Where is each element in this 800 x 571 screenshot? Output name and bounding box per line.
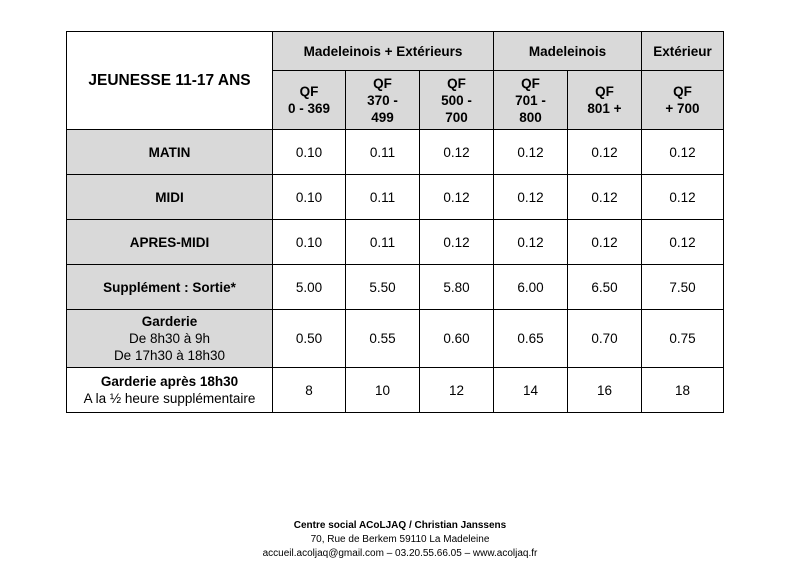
table-row-supplement-sortie [67,265,724,310]
price-cell: 0.10 [273,175,346,220]
row-label: MATIN [67,130,273,175]
price-cell: 0.12 [642,220,724,265]
table-row-garderie-apres-18h30 [67,368,724,413]
group-header-madeleinois: Madeleinois [494,32,642,71]
price-cell: 6.00 [494,265,568,310]
price-cell: 0.55 [346,310,420,368]
qf-header-3 [494,71,568,130]
qf-line: 801 + [587,101,622,116]
price-cell: 0.10 [273,220,346,265]
qf-line: QF [299,84,319,99]
qf-line: 370 - [367,92,398,108]
page-footer [0,519,800,561]
price-cell: 7.50 [642,265,724,310]
footer-contact: accueil.acoljaq@gmail.com – 03.20.55.66.05 – www.acoljaq.fr [262,548,538,559]
price-cell: 0.75 [642,310,724,368]
table-row-matin [67,130,724,175]
table-row-garderie [67,310,724,368]
row-label: MIDI [67,175,273,220]
price-cell: 5.00 [273,265,346,310]
price-cell: 10 [346,368,420,413]
price-cell: 0.12 [420,130,494,175]
price-cell: 0.12 [494,175,568,220]
price-cell: 16 [568,368,642,413]
price-cell: 0.12 [642,175,724,220]
price-cell: 12 [420,368,494,413]
table-title: JEUNESSE 11-17 ANS [67,32,273,130]
price-cell: 18 [642,368,724,413]
price-cell: 0.65 [494,310,568,368]
qf-line: 499 [371,109,394,125]
pricing-table [66,31,724,413]
qf-line: 701 - [515,92,546,108]
price-cell: 0.11 [346,130,420,175]
table-row-apres-midi [67,220,724,265]
price-cell: 0.11 [346,220,420,265]
qf-line: QF [595,84,614,99]
price-cell: 0.11 [346,175,420,220]
row-sublabel: A la ½ heure supplémentaire [83,391,256,406]
price-cell: 14 [494,368,568,413]
group-header-row [67,32,724,71]
price-cell: 0.12 [420,175,494,220]
footer-address: 70, Rue de Berkem 59110 La Madeleine [310,534,490,545]
qf-line: 700 [445,109,468,125]
row-sublabel: De 17h30 à 18h30 [113,348,226,363]
price-cell: 0.12 [568,175,642,220]
row-label: Garderie [141,314,198,329]
qf-header-2 [420,71,494,130]
qf-line: + 700 [665,101,700,116]
qf-header-0 [273,71,346,130]
qf-header-5 [642,71,724,130]
price-cell: 8 [273,368,346,413]
group-header-madeleinois-exterieurs: Madeleinois + Extérieurs [273,32,494,71]
row-sublabel: De 8h30 à 9h [128,331,211,346]
price-cell: 0.12 [568,220,642,265]
row-label-garderie [67,310,273,368]
row-label: APRES-MIDI [67,220,273,265]
price-cell: 0.12 [568,130,642,175]
price-cell: 0.12 [420,220,494,265]
row-label: Garderie après 18h30 [100,374,239,389]
price-cell: 5.50 [346,265,420,310]
price-cell: 0.60 [420,310,494,368]
qf-header-1 [346,71,420,130]
group-header-exterieur: Extérieur [642,32,724,71]
table-row-midi [67,175,724,220]
price-cell: 0.50 [273,310,346,368]
qf-line: QF [521,75,540,91]
qf-line: 500 - [441,92,472,108]
qf-line: QF [673,84,692,99]
price-cell: 6.50 [568,265,642,310]
qf-header-4 [568,71,642,130]
qf-line: QF [447,75,466,91]
price-cell: 0.12 [494,220,568,265]
qf-line: 0 - 369 [287,101,331,116]
price-cell: 5.80 [420,265,494,310]
price-cell: 0.12 [494,130,568,175]
footer-organization: Centre social ACoLJAQ / Christian Janssens [293,520,507,531]
row-label: Supplément : Sortie* [67,265,273,310]
row-label-garderie-apres [67,368,273,413]
price-cell: 0.10 [273,130,346,175]
price-cell: 0.70 [568,310,642,368]
price-cell: 0.12 [642,130,724,175]
qf-line: QF [373,75,392,91]
qf-line: 800 [519,109,542,125]
